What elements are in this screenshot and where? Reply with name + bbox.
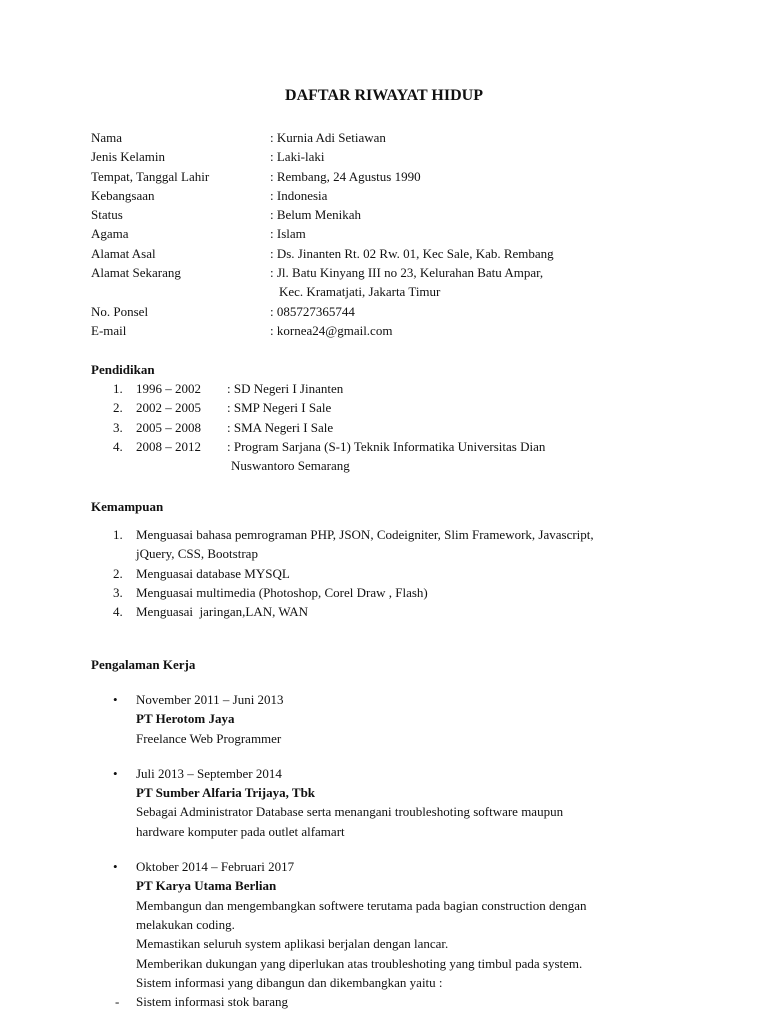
personal-row-nationality — [91, 186, 554, 205]
value-religion: : Islam — [270, 226, 306, 242]
personal-row-religion — [91, 224, 554, 243]
education-institution: : SMP Negeri I Sale — [227, 400, 332, 416]
bullet-icon: • — [113, 692, 118, 707]
skill-number: 2. — [113, 565, 123, 581]
value-current-address-continuation: Kec. Kramatjati, Jakarta Timur — [279, 284, 441, 300]
label-nationality: Kebangsaan — [91, 187, 155, 203]
education-item — [113, 418, 545, 437]
value-nationality: : Indonesia — [270, 187, 328, 203]
education-institution: : SMA Negeri I Sale — [227, 419, 334, 435]
job-description-line: Membangun dan mengembangkan softwere terutama pada bagian construction dengan — [136, 897, 587, 913]
personal-info — [91, 128, 554, 340]
job-description-line: Sistem informasi yang dibangun dan dikembangkan yaitu : — [136, 974, 443, 990]
education-number: 4. — [113, 438, 123, 454]
label-email: E-mail — [91, 322, 127, 338]
personal-row-status — [91, 205, 554, 224]
personal-row-current-address-cont — [91, 282, 554, 301]
skill-text-continuation: jQuery, CSS, Bootstrap — [136, 546, 258, 562]
education-years: 2008 – 2012 — [136, 438, 201, 454]
personal-row-phone — [91, 302, 554, 321]
value-phone: : 085727365744 — [270, 303, 355, 319]
education-item — [113, 379, 545, 398]
label-religion: Agama — [91, 226, 129, 242]
personal-row-name — [91, 128, 554, 147]
education-heading: Pendidikan — [91, 362, 155, 377]
skill-item — [113, 525, 594, 544]
skill-text: Menguasai multimedia (Photoshop, Corel Draw , Flash) — [136, 584, 428, 600]
skill-text: Menguasai jaringan,LAN, WAN — [136, 604, 308, 620]
bullet-icon: • — [113, 859, 118, 875]
skill-item — [113, 583, 594, 602]
education-years: 1996 – 2002 — [136, 381, 201, 396]
personal-row-gender — [91, 147, 554, 166]
experience-list — [113, 690, 587, 1027]
job-period: November 2011 – Juni 2013 — [136, 692, 284, 707]
job-description-line: hardware komputer pada outlet alfamart — [136, 823, 345, 839]
education-item — [113, 437, 545, 456]
personal-row-current-address — [91, 263, 554, 282]
label-gender: Jenis Kelamin — [91, 149, 166, 165]
education-institution: : Program Sarjana (S-1) Teknik Informatika Universitas Dian — [227, 438, 546, 454]
dash-item-text: Sistem informasi stok barang — [136, 994, 289, 1010]
label-current-address: Alamat Sekarang — [91, 265, 181, 281]
skill-item — [113, 602, 594, 621]
education-number: 3. — [113, 419, 123, 435]
job-entry — [113, 857, 587, 1011]
job-company: PT Karya Utama Berlian — [136, 878, 277, 894]
job-company: PT Herotom Jaya — [136, 711, 235, 727]
document-title: DAFTAR RIWAYAT HIDUP — [285, 87, 483, 104]
education-item — [113, 398, 545, 417]
value-origin-address: : Ds. Jinanten Rt. 02 Rw. 01, Kec Sale, Kab. Rembang — [270, 245, 554, 261]
job-description-line: Freelance Web Programmer — [136, 730, 282, 746]
skills-list — [113, 525, 594, 621]
education-institution-continuation: Nuswantoro Semarang — [231, 458, 350, 474]
job-period: Juli 2013 – September 2014 — [136, 765, 282, 781]
bullet-icon: • — [113, 765, 118, 781]
value-current-address: : Jl. Batu Kinyang III no 23, Kelurahan Batu Ampar, — [270, 265, 544, 281]
label-status: Status — [91, 207, 123, 223]
skill-number: 4. — [113, 604, 123, 620]
value-birth: : Rembang, 24 Agustus 1990 — [270, 168, 421, 184]
value-status: : Belum Menikah — [270, 207, 361, 223]
job-entry — [113, 690, 587, 748]
job-description-line: Memastikan seluruh system aplikasi berjalan dengan lancar. — [136, 936, 449, 952]
skill-item — [113, 564, 594, 583]
job-entry — [113, 764, 587, 841]
label-birth: Tempat, Tanggal Lahir — [91, 168, 210, 184]
skill-number: 3. — [113, 584, 123, 600]
label-phone: No. Ponsel — [91, 303, 149, 319]
skill-text: Menguasai bahasa pemrograman PHP, JSON, Codeigniter, Slim Framework, Javascript, — [136, 527, 594, 542]
skills-heading: Kemampuan — [91, 499, 164, 514]
personal-row-email — [91, 321, 554, 340]
dash-list-item — [115, 992, 587, 1011]
education-institution: : SD Negeri I Jinanten — [227, 381, 344, 396]
education-list — [113, 379, 545, 475]
job-description-line: melakukan coding. — [136, 916, 235, 932]
education-number: 1. — [113, 381, 123, 396]
experience-heading: Pengalaman Kerja — [91, 657, 196, 672]
skill-text: Menguasai database MYSQL — [136, 565, 290, 581]
education-years: 2005 – 2008 — [136, 419, 201, 435]
education-years: 2002 – 2005 — [136, 400, 201, 416]
job-description-line: Memberikan dukungan yang diperlukan atas troubleshoting yang timbul pada system. — [136, 955, 583, 971]
job-period: Oktober 2014 – Februari 2017 — [136, 859, 295, 875]
job-description-line: Sebagai Administrator Database serta menangani troubleshoting software maupun — [136, 804, 564, 820]
job-company: PT Sumber Alfaria Trijaya, Tbk — [136, 785, 316, 801]
skill-number: 1. — [113, 527, 123, 542]
label-origin-address: Alamat Asal — [91, 245, 156, 261]
personal-row-origin-address — [91, 244, 554, 263]
label-name: Nama — [91, 130, 123, 145]
education-number: 2. — [113, 400, 123, 416]
value-name: : Kurnia Adi Setiawan — [270, 130, 386, 145]
value-gender: : Laki-laki — [270, 149, 325, 165]
value-email: : kornea24@gmail.com — [270, 322, 393, 338]
dash-marker: - — [115, 994, 120, 1010]
personal-row-birth — [91, 167, 554, 186]
